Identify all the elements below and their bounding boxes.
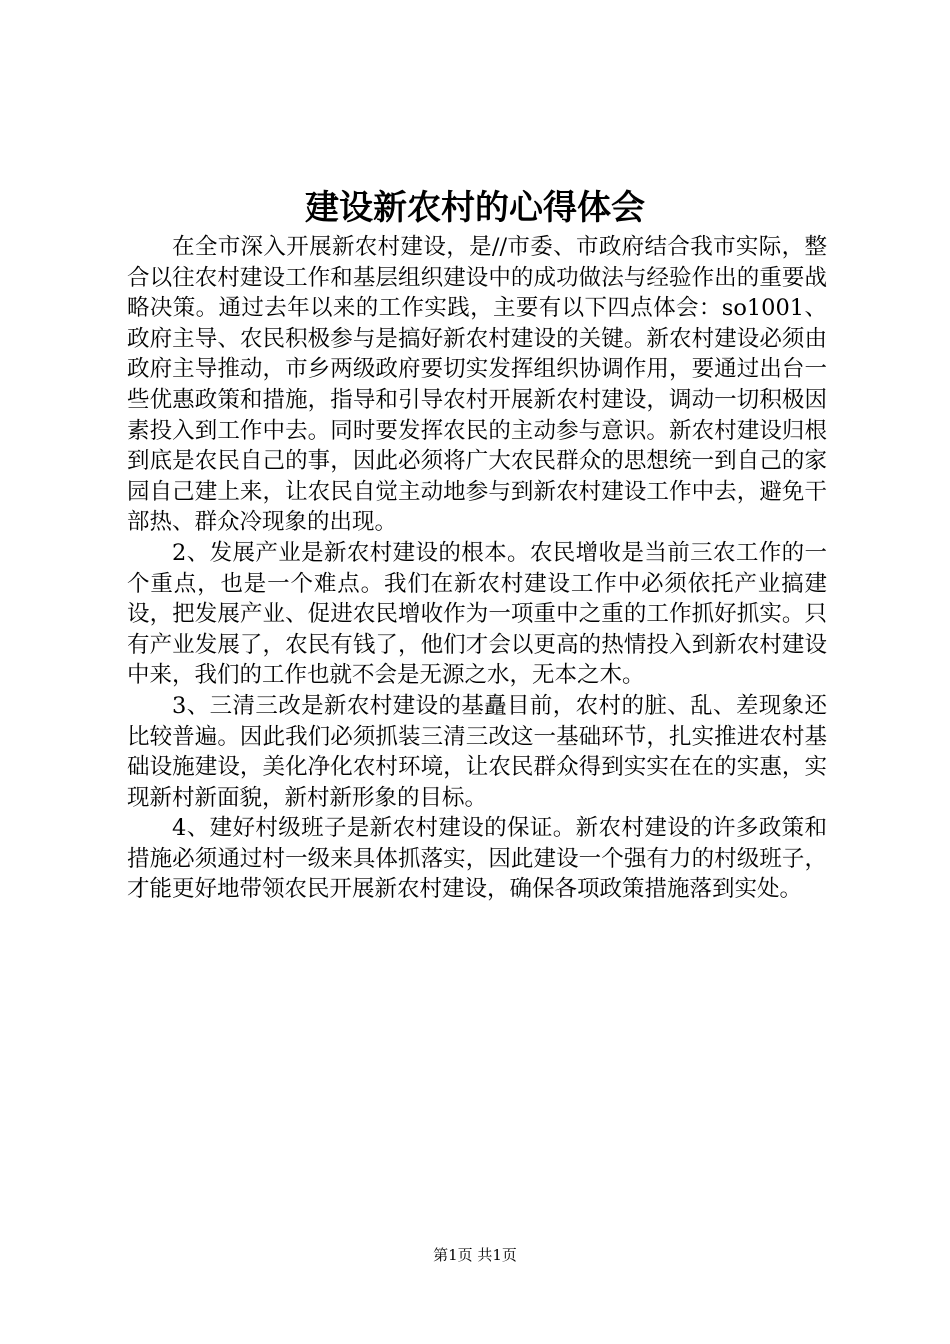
paragraph-industry: 2、发展产业是新农村建设的根本。农民增收是当前三农工作的一个重点，也是一个难点。我们在新农村建设工作中必须依托产业搞建设，把发展产业、促进农民增收作为一项重中之重的工作抓好抓实。只有产业发展了，农民有钱了，他们才会以更高的热情投入到新农村建设中来，我们的工作也就不会是无源之水，无本之木。 — [127, 539, 827, 689]
document-body — [127, 232, 827, 905]
paragraph-village-team: 4、建好村级班子是新农村建设的保证。新农村建设的许多政策和措施必须通过村一级来具体抓落实，因此建设一个强有力的村级班子，才能更好地带领农民开展新农村建设，确保各项政策措施落到实处。 — [127, 815, 827, 903]
paragraph-intro: 在全市深入开展新农村建设，是//市委、市政府结合我市实际，整合以往农村建设工作和基层组织建设中的成功做法与经验作出的重要战略决策。通过去年以来的工作实践，主要有以下四点体会：so1001、政府主导、农民积极参与是搞好新农村建设的关键。新农村建设必须由政府主导推动，市乡两级政府要切实发挥组织协调作用，要通过出台一些优惠政策和措施，指导和引导农村开展新农村建设，调动一切积极因素投入到工作中去。同时要发挥农民的主动参与意识。新农村建设归根到底是农民自己的事，因此必须将广大农民群众的思想统一到自己的家园自己建上来，让农民自觉主动地参与到新农村建设工作中去，避免干部热、群众冷现象的出现。 — [127, 234, 827, 536]
paragraph-three-clean: 3、三清三改是新农村建设的基矗目前，农村的脏、乱、差现象还比较普遍。因此我们必须抓装三清三改这一基础环节，扎实推进农村基础设施建设，美化净化农村环境，让农民群众得到实实在在的实惠，实现新村新面貌，新村新形象的目标。 — [127, 692, 827, 811]
document-title: 建设新农村的心得体会 — [305, 188, 645, 228]
page-number-footer: 第1页 共1页 — [433, 1246, 517, 1264]
